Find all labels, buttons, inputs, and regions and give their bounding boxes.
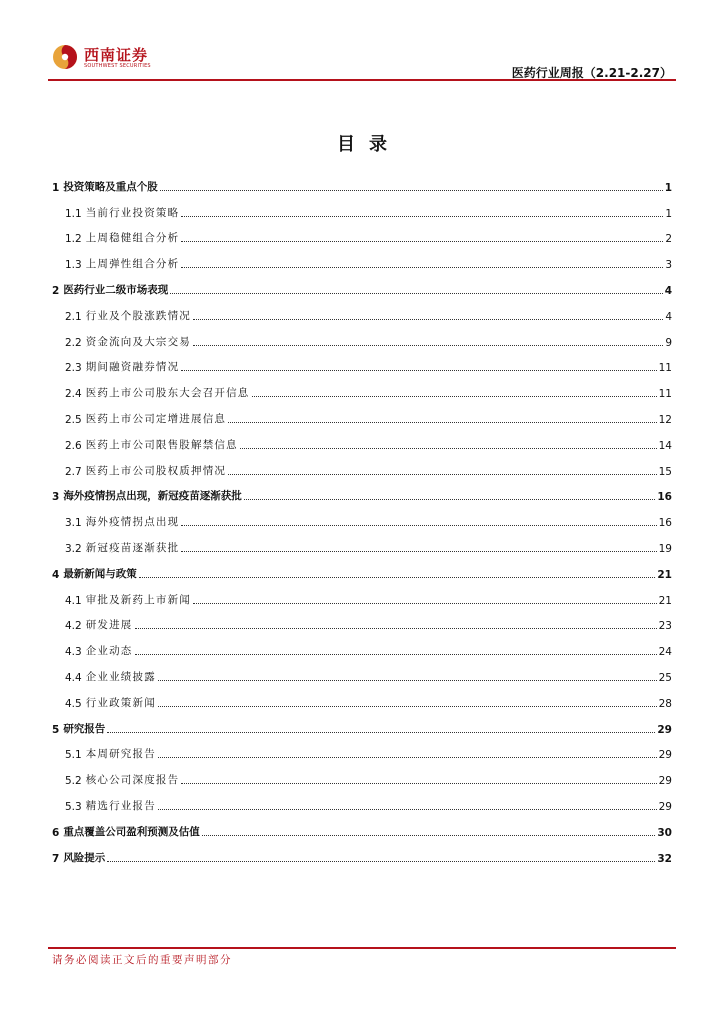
- toc-entry-number: 5.3: [65, 800, 82, 813]
- toc-entry-label: 期间融资融券情况: [85, 361, 180, 374]
- company-logo-mark-icon: [52, 44, 78, 70]
- toc-entry-page: 3: [665, 259, 672, 272]
- toc-entry-page: 9: [665, 336, 672, 349]
- toc-entry-number: 3.1: [65, 517, 82, 530]
- toc-entry-label: 海外疫情拐点出现: [85, 516, 180, 529]
- toc-entry-page: 11: [658, 362, 672, 375]
- toc-entry-label: 本周研究报告: [85, 748, 156, 761]
- toc-dot-leader: [228, 421, 657, 423]
- toc-entry-section[interactable]: [52, 323, 672, 349]
- toc-entry-page: 14: [658, 439, 672, 452]
- toc-entry-number: 2.1: [65, 310, 82, 323]
- toc-entry-label: 重点覆盖公司盈利预测及估值: [63, 825, 200, 838]
- toc-entry-page: 16: [658, 517, 672, 530]
- toc-entry-label: 核心公司深度报告: [85, 774, 180, 787]
- toc-entry-section[interactable]: [52, 374, 672, 400]
- toc-dot-leader: [139, 576, 656, 578]
- table-of-contents: [52, 168, 672, 865]
- toc-entry-section[interactable]: [52, 761, 672, 787]
- toc-entry-page: 30: [657, 826, 672, 839]
- toc-entry-label: 上周弹性组合分析: [85, 258, 180, 271]
- toc-entry-label: 企业动态: [85, 645, 133, 658]
- toc-entry-number: 2.3: [65, 362, 82, 375]
- header-divider: [48, 79, 676, 81]
- report-title: 医药行业周报（2.21-2.27）: [511, 66, 672, 80]
- toc-entry-number: 2: [52, 284, 60, 297]
- toc-entry-section[interactable]: [52, 658, 672, 684]
- toc-entry-section[interactable]: [52, 220, 672, 246]
- footer-divider: [48, 947, 676, 949]
- toc-dot-leader: [158, 808, 657, 810]
- toc-dot-leader: [181, 524, 656, 526]
- toc-entry-number: 4.5: [65, 697, 82, 710]
- toc-entry-label: 企业业绩披露: [85, 670, 156, 683]
- toc-entry-label: 海外疫情拐点出现，新冠疫苗逐渐获批: [63, 490, 242, 503]
- toc-entry-page: 25: [658, 671, 672, 684]
- toc-entry-label: 风险提示: [63, 851, 106, 864]
- toc-dot-leader: [193, 318, 663, 320]
- toc-dot-leader: [170, 292, 662, 294]
- toc-dot-leader: [193, 344, 663, 346]
- toc-dot-leader: [158, 705, 657, 707]
- toc-entry-label: 研发进展: [85, 619, 133, 632]
- toc-entry-page: 28: [658, 697, 672, 710]
- toc-entry-page: 4: [665, 310, 672, 323]
- toc-entry-label: 精选行业报告: [85, 799, 156, 812]
- toc-entry-page: 1: [665, 207, 672, 220]
- toc-entry-page: 4: [664, 284, 672, 297]
- toc-entry-chapter[interactable]: [52, 839, 672, 865]
- toc-dot-leader: [135, 653, 657, 655]
- toc-entry-section[interactable]: [52, 607, 672, 633]
- toc-entry-page: 15: [658, 465, 672, 478]
- toc-entry-number: 3.2: [65, 542, 82, 555]
- toc-dot-leader: [181, 782, 656, 784]
- toc-dot-leader: [181, 369, 656, 371]
- toc-entry-label: 医药上市公司股权质押情况: [85, 464, 227, 477]
- toc-entry-number: 4.3: [65, 646, 82, 659]
- toc-entry-page: 29: [657, 723, 672, 736]
- toc-entry-page: 32: [657, 852, 672, 865]
- toc-entry-section[interactable]: [52, 787, 672, 813]
- toc-entry-number: 1.1: [65, 207, 82, 220]
- toc-dot-leader: [158, 756, 657, 758]
- toc-entry-label: 审批及新药上市新闻: [85, 593, 192, 606]
- toc-entry-number: 7: [52, 852, 60, 865]
- toc-entry-page: 11: [658, 388, 672, 401]
- toc-entry-number: 2.5: [65, 413, 82, 426]
- toc-entry-label: 研究报告: [63, 722, 106, 735]
- logo-chinese-name: 西南证券: [84, 46, 149, 64]
- toc-entry-chapter[interactable]: [52, 271, 672, 297]
- toc-entry-label: 上周稳健组合分析: [85, 232, 180, 245]
- toc-entry-page: 21: [657, 568, 672, 581]
- toc-entry-number: 5: [52, 723, 60, 736]
- toc-entry-section[interactable]: [52, 632, 672, 658]
- toc-dot-leader: [160, 189, 663, 191]
- toc-entry-page: 12: [658, 413, 672, 426]
- toc-entry-number: 4.2: [65, 620, 82, 633]
- toc-entry-label: 医药上市公司限售股解禁信息: [85, 438, 238, 451]
- company-logo: [52, 42, 162, 76]
- toc-dot-leader: [240, 447, 657, 449]
- toc-entry-number: 1.2: [65, 233, 82, 246]
- toc-entry-section[interactable]: [52, 426, 672, 452]
- toc-entry-chapter[interactable]: [52, 478, 672, 504]
- toc-entry-number: 3: [52, 491, 60, 504]
- toc-entry-section[interactable]: [52, 581, 672, 607]
- toc-entry-page: 23: [658, 620, 672, 633]
- toc-dot-leader: [228, 473, 657, 475]
- toc-entry-section[interactable]: [52, 297, 672, 323]
- toc-entry-page: 29: [658, 800, 672, 813]
- toc-entry-number: 2.4: [65, 388, 82, 401]
- toc-entry-label: 资金流向及大宗交易: [85, 335, 192, 348]
- toc-entry-number: 4.1: [65, 594, 82, 607]
- toc-dot-leader: [107, 731, 655, 733]
- toc-entry-chapter[interactable]: [52, 710, 672, 736]
- toc-entry-section[interactable]: [52, 194, 672, 220]
- toc-entry-label: 行业及个股涨跌情况: [85, 309, 192, 322]
- toc-entry-section[interactable]: [52, 503, 672, 529]
- toc-entry-label: 最新新闻与政策: [63, 567, 137, 580]
- toc-entry-chapter[interactable]: [52, 168, 672, 194]
- toc-entry-section[interactable]: [52, 245, 672, 271]
- toc-entry-label: 行业政策新闻: [85, 696, 156, 709]
- toc-entry-number: 1.3: [65, 259, 82, 272]
- toc-entry-section[interactable]: [52, 400, 672, 426]
- toc-entry-section[interactable]: [52, 452, 672, 478]
- toc-entry-label: 医药上市公司股东大会召开信息: [85, 387, 250, 400]
- toc-entry-section[interactable]: [52, 529, 672, 555]
- toc-entry-page: 2: [665, 233, 672, 246]
- toc-dot-leader: [181, 240, 663, 242]
- toc-entry-section[interactable]: [52, 736, 672, 762]
- toc-entry-section[interactable]: [52, 349, 672, 375]
- toc-entry-page: 1: [664, 181, 672, 194]
- toc-dot-leader: [244, 498, 656, 500]
- toc-entry-page: 21: [658, 594, 672, 607]
- toc-dot-leader: [135, 627, 657, 629]
- toc-entry-page: 29: [658, 775, 672, 788]
- toc-entry-number: 5.2: [65, 775, 82, 788]
- toc-entry-label: 当前行业投资策略: [85, 206, 180, 219]
- toc-entry-label: 新冠疫苗逐渐获批: [85, 541, 180, 554]
- logo-english-name: SOUTHWEST SECURITIES: [84, 63, 151, 69]
- toc-dot-leader: [181, 266, 663, 268]
- footer-disclaimer: 请务必阅读正文后的重要声明部分: [52, 954, 232, 966]
- toc-entry-number: 2.6: [65, 439, 82, 452]
- toc-entry-number: 6: [52, 826, 60, 839]
- toc-entry-label: 医药行业二级市场表现: [63, 283, 169, 296]
- toc-dot-leader: [193, 602, 657, 604]
- toc-entry-page: 24: [658, 646, 672, 659]
- toc-entry-chapter[interactable]: [52, 813, 672, 839]
- toc-entry-number: 1: [52, 181, 60, 194]
- toc-dot-leader: [202, 834, 656, 836]
- toc-dot-leader: [181, 215, 663, 217]
- toc-entry-page: 29: [658, 749, 672, 762]
- toc-entry-number: 5.1: [65, 749, 82, 762]
- toc-dot-leader: [107, 860, 655, 862]
- toc-dot-leader: [252, 395, 657, 397]
- toc-entry-page: 19: [658, 542, 672, 555]
- toc-entry-number: 4.4: [65, 671, 82, 684]
- toc-entry-label: 投资策略及重点个股: [63, 180, 158, 193]
- toc-entry-section[interactable]: [52, 684, 672, 710]
- toc-entry-number: 4: [52, 568, 60, 581]
- toc-entry-number: 2.7: [65, 465, 82, 478]
- toc-heading: 目录: [337, 134, 401, 155]
- toc-dot-leader: [158, 679, 657, 681]
- toc-entry-page: 16: [657, 491, 672, 504]
- toc-entry-label: 医药上市公司定增进展信息: [85, 412, 227, 425]
- toc-entry-number: 2.2: [65, 336, 82, 349]
- toc-entry-chapter[interactable]: [52, 555, 672, 581]
- toc-dot-leader: [181, 550, 656, 552]
